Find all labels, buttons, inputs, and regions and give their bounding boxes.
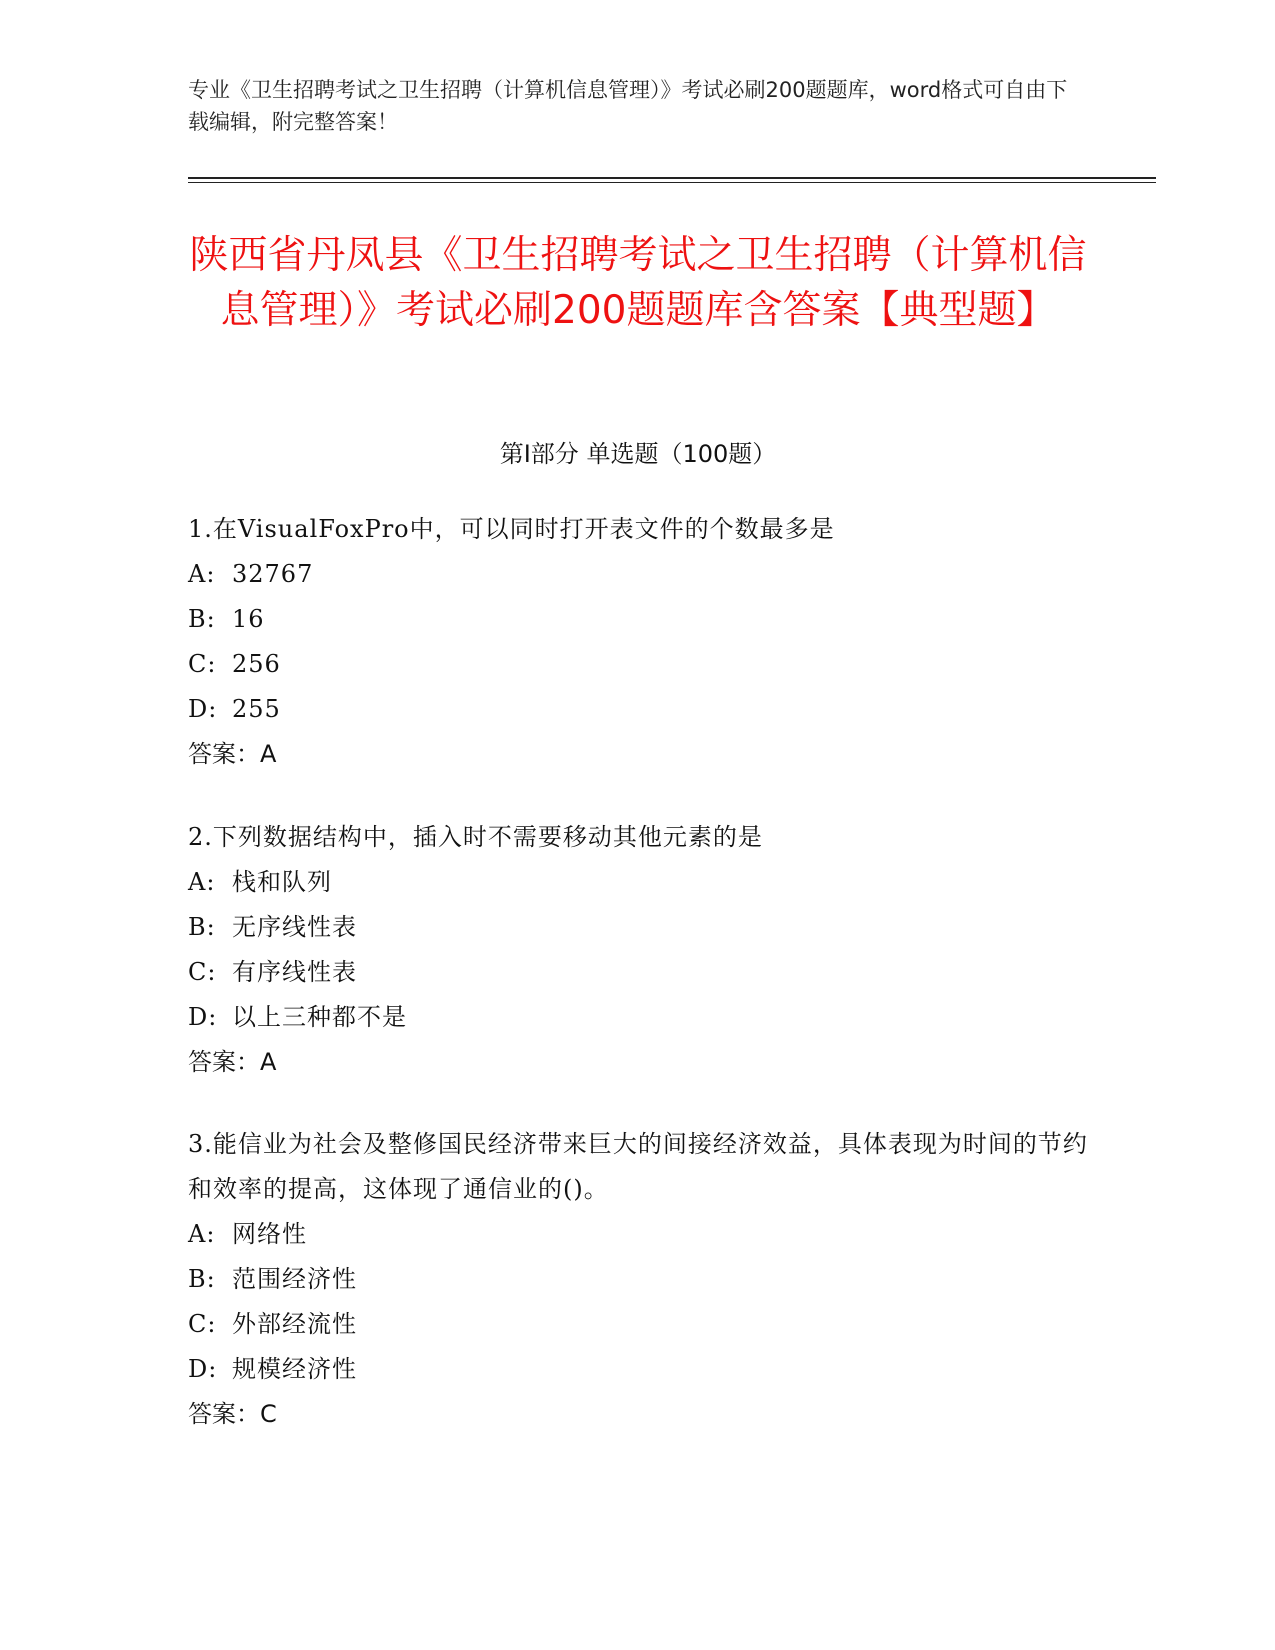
document-title: 陕西省丹凤县《卫生招聘考试之卫生招聘（计算机信息管理）》考试必刷200题题库含答案【典型题】 — [189, 233, 1087, 333]
option-letter: C: — [188, 1310, 217, 1338]
option-text: 外部经流性 — [232, 1310, 357, 1338]
section-title: 第Ⅰ部分 单选题（100题） — [499, 440, 777, 468]
option-letter: D: — [188, 1355, 218, 1383]
option-b — [188, 905, 1088, 950]
answer-line: 答案：A — [188, 740, 277, 768]
option-b — [188, 1257, 1088, 1302]
option-list — [188, 860, 1088, 1040]
option-letter: A: — [188, 560, 216, 588]
option-list — [188, 1212, 1088, 1392]
option-c — [188, 642, 1088, 687]
question-stem: 3.能信业为社会及整修国民经济带来巨大的间接经济效益，具体表现为时间的节约和效率的提高，这体现了通信业的()。 — [188, 1130, 1088, 1203]
option-letter: A: — [188, 1220, 216, 1248]
option-letter: C: — [188, 958, 217, 986]
option-text: 规模经济性 — [232, 1355, 357, 1383]
option-letter: C: — [188, 650, 217, 678]
question-3 — [188, 1122, 1088, 1437]
option-text: 范围经济性 — [232, 1265, 357, 1293]
option-c — [188, 950, 1088, 995]
option-text: 有序线性表 — [232, 958, 357, 986]
option-d — [188, 995, 1088, 1040]
option-a — [188, 552, 1088, 597]
option-c — [188, 1302, 1088, 1347]
question-stem: 1.在VisualFoxPro中，可以同时打开表文件的个数最多是 — [188, 515, 835, 543]
option-d — [188, 687, 1088, 732]
option-letter: D: — [188, 695, 218, 723]
header-divider-thin — [188, 182, 1156, 183]
option-list — [188, 552, 1088, 732]
header-note: 专业《卫生招聘考试之卫生招聘（计算机信息管理）》考试必刷200题题库，word格式可自由下载编辑，附完整答案！ — [188, 78, 1068, 134]
option-text: 16 — [232, 605, 265, 633]
answer-line: 答案：A — [188, 1048, 277, 1076]
option-b — [188, 597, 1088, 642]
header-divider-thick — [188, 177, 1156, 179]
option-text: 网络性 — [232, 1220, 307, 1248]
option-text: 无序线性表 — [232, 913, 357, 941]
option-text: 32767 — [232, 560, 314, 588]
option-letter: B: — [188, 913, 216, 941]
option-letter: A: — [188, 868, 216, 896]
option-text: 256 — [232, 650, 281, 678]
option-letter: B: — [188, 605, 216, 633]
question-stem: 2.下列数据结构中，插入时不需要移动其他元素的是 — [188, 823, 763, 851]
option-letter: B: — [188, 1265, 216, 1293]
option-a — [188, 1212, 1088, 1257]
question-1 — [188, 507, 1088, 777]
option-text: 以上三种都不是 — [232, 1003, 407, 1031]
option-text: 255 — [232, 695, 281, 723]
option-text: 栈和队列 — [232, 868, 332, 896]
question-2 — [188, 815, 1088, 1085]
option-d — [188, 1347, 1088, 1392]
option-a — [188, 860, 1088, 905]
option-letter: D: — [188, 1003, 218, 1031]
answer-line: 答案：C — [188, 1400, 277, 1428]
